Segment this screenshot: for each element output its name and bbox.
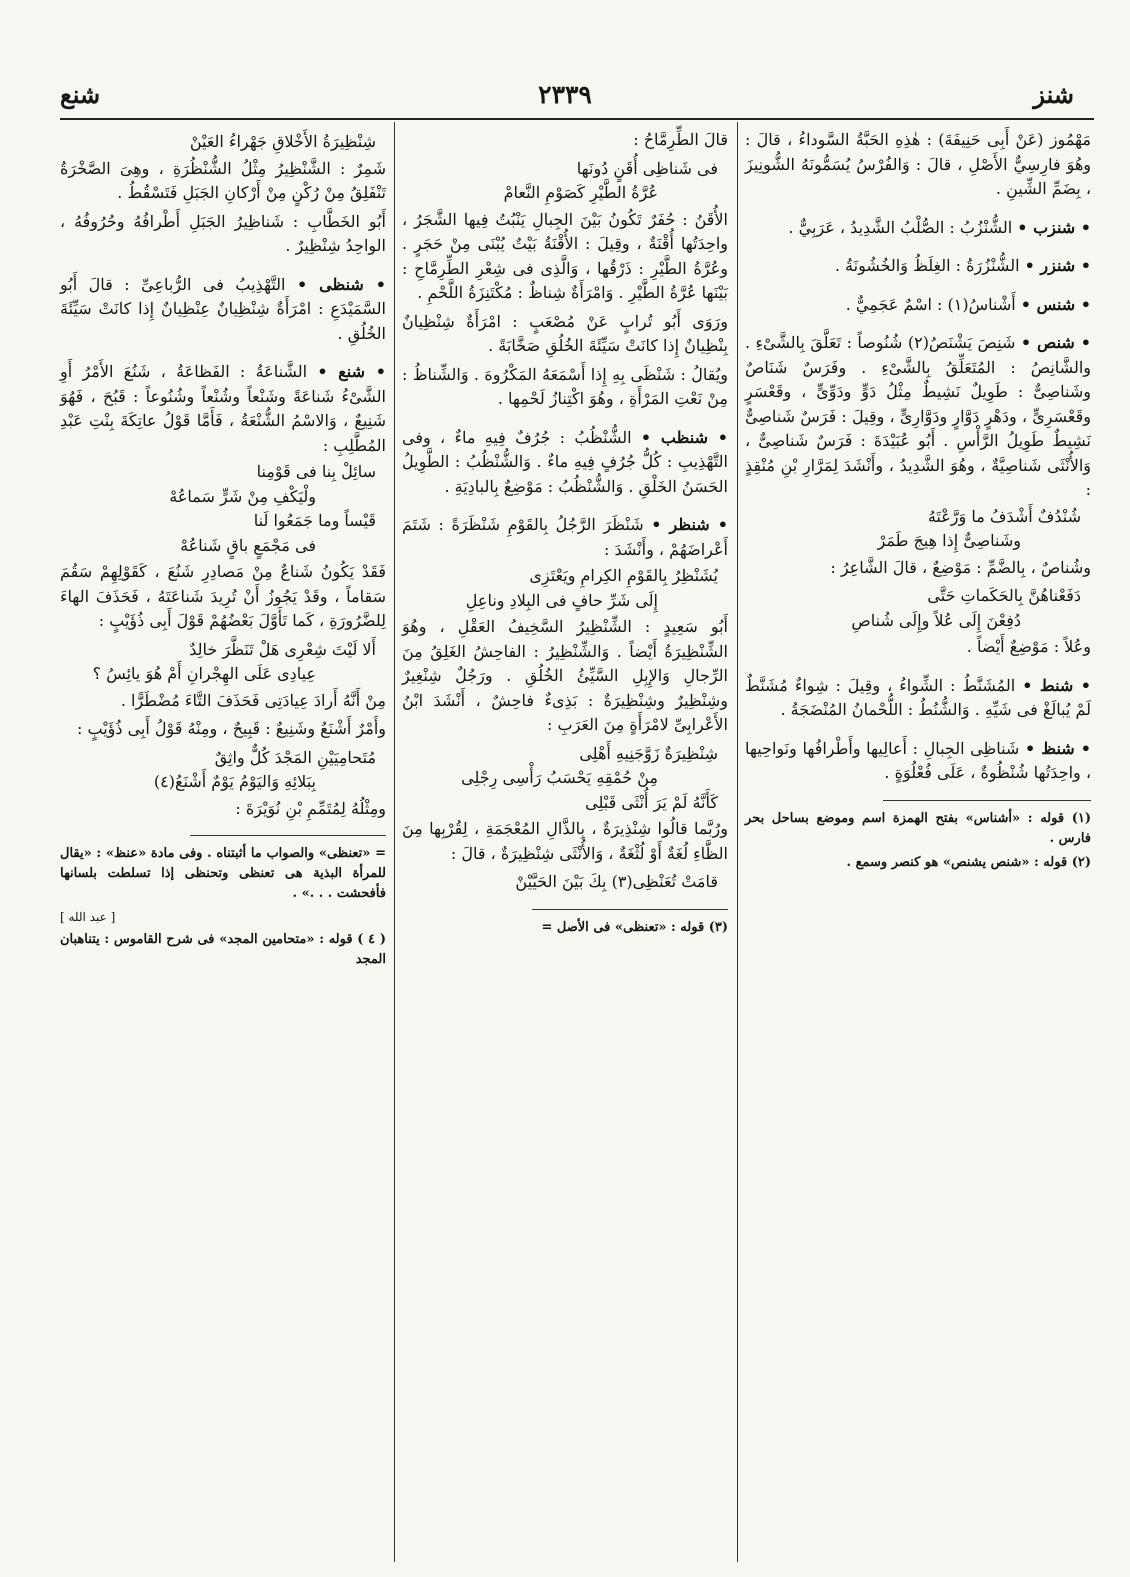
paragraph: مَهْمُوز (عَنْ أَبِى حَنِيفَةَ) : هٰذِهِ الحَبَّةُ السَّوداءُ ، قالَ : وهُوَ فارِسِيٌّ الأَصْلِ ، قالَ : وَالفُرْسُ يُسَمُّونَهُ الشُّونِيزَ ، بِضَمِّ الشِّينِ .: [745, 130, 1091, 198]
footnote-separator: [532, 909, 728, 910]
paragraph: ومِثْلُهُ لِمُتَمِّمِ بْنِ نُوَيْرَةَ :: [235, 798, 386, 818]
entry-text: شَنِصَ يَشْنَصُ(٢) شُنُوصاً : تَعَلَّقَ بِالشَّىْءِ . والشَّانِصُ : المُتَعَلِّقُ بِالشَّىْءِ . وفَرَسٌ شَنَاصٌ وشَناصِىٌّ : طَوِيلٌ نَشِيطٌ مِثْلُ دَوٍّ ودَوِّىٍّ ، وقَعْسَرٍ وقَعْسَرِىٍّ ، ودَهْرٍ دَوَّارٍ ودَوَّارِىٍّ ، وقِيلَ : فَرَسٌ شَناصِىٌّ نَشِيطٌ طَوِيلُ الرَّأْسِ . أَبُو عُبَيْدَةَ : فَرَسٌ شَناصِىٌّ ، وَالأُنْثَى شَناصِيَّةٌ ، وهُوَ الشَّدِيدُ ، وأَنْشَدَ لِمَرَّارِ بْنِ مُنْقِذٍ :: [745, 333, 1091, 499]
verse-hemistich: ولْيَكْفِ مِنْ شَرٍّ سَماعُهْ: [169, 486, 316, 506]
paragraph: وشُناصٌ ، بِالضَّمِّ : مَوْضِعٌ ، قالَ الشَّاعِرُ :: [830, 557, 1091, 577]
verse: [402, 742, 728, 816]
verse-hemistich: سائِلْ بِنا فى قَوْمِنا: [256, 462, 376, 481]
entry-text: شَنْظَرَ الرَّجُلُ بِالقَوْمِ شَنْظَرَةً : شَتَمَ أَعْراضَهُمْ ، وأَنْشَدَ :: [402, 515, 728, 559]
entry-text: التَّهْذِيبُ فى الرُّباعِىِّ : قالَ أَبُو السَّمَيْدَعِ : امْرَأَةٌ شِنْظِيانٌ عِنْظِيانٌ إِذا كانَتْ سَيِّئَةَ الخُلُقِ .: [60, 274, 386, 343]
paragraph: ويُقالُ : شَنْظَى بِهِ إِذا أَسْمَعَهُ المَكْرُوهَ . وَالشِّناظُ : مِنْ نَعْتِ المَرْأَةِ ، وهُوَ اكْتِنازُ لَحْمِها .: [402, 364, 728, 408]
verse-hemistich: دُفِعْنَ إِلَى عُلاً وإِلَى شُناصِ: [851, 610, 1021, 630]
paragraph: مِنْ أَنَّهُ أَرادَ عِيادَتِى فَحَذَفَ التَّاءَ مُضْطَرًّا .: [120, 690, 386, 710]
paragraph: أَبُو الخَطَّابِ : شَناظِيرُ الجَبَلِ أَطْرافُهُ وحُرُوفُهُ ، الواحِدُ شِنْظِيرٌ .: [60, 211, 386, 255]
verse-hemistich: مُتَحامِيَيْنِ المَجْدَ كُلٌّ واثِقٌ: [214, 747, 376, 767]
entry-shanas: [745, 293, 1091, 318]
verse-hemistich: شِنْظِيرَةٌ زَوَّجَنِيهِ أَهْلِى: [579, 743, 718, 763]
page-number: ٢٣٣٩: [538, 80, 592, 109]
entry-head: • شنظر •: [651, 515, 728, 534]
column-right: [745, 128, 1091, 877]
paragraph: ورَوَى أَبُو تُرابٍ عَنْ مُصْعَبٍ : امْرَأَةٌ شِنْظِيانٌ بِنْظِيانٌ إِذا كانَتْ سَيِّئَةَ الخُلُقِ صَخَّابَةً .: [402, 311, 728, 355]
verse: [60, 746, 386, 795]
header-right-keyword: شنز: [1033, 80, 1074, 109]
verse-hemistich: عُرَّةُ الطَّيْرِ كَصَوْمِ النَّعامْ: [503, 183, 658, 202]
verse-hemistich: شُنْدُفٌ أَشْدَفُ ما وَرَّعْتَهُ: [927, 506, 1081, 526]
entry-head: • شنع •: [317, 362, 387, 381]
verse: [745, 584, 1091, 633]
entry-head: • شنظ •: [1024, 738, 1092, 758]
entry-shanzab: [745, 216, 1091, 241]
verse: [745, 505, 1091, 554]
verse: [402, 870, 728, 895]
verse: [402, 564, 728, 613]
column-middle: [402, 128, 728, 942]
entry-text: الشُّنْظُبُ : جُرُفٌ فِيهِ ماءٌ ، وفى التَّهْذِيبِ : كُلُّ جُرُفٍ فِيهِ ماءٌ . وَالشُّنْظُبُ : الطَّوِيلُ الحَسَنُ الخَلْقِ . وَالشُّنْظُبُ : مَوْضِعٌ بِالبادِيَةِ .: [402, 427, 728, 496]
entry-shana: [60, 360, 386, 821]
entry-text: أَشْناسُ(١) : اسْمٌ عَجَمِيٌّ .: [845, 294, 1016, 314]
verse: [60, 460, 386, 558]
paragraph: شَمِرٌ : الشَّنْظِيرُ مِثْلُ الشُّنْظُرَةِ ، وهِىَ الصَّخْرَةُ تَنْفَلِقُ مِنْ رُكْنٍ مِنْ أَرْكانِ الجَبَلِ فَتَسْقُطُ .: [60, 158, 386, 202]
paragraph: فَقَدْ يَكُونُ شَناعٌ مِنْ مَصادِرِ شَنُعَ ، كَقَوْلِهِمْ سَقُمَ سَقاماً ، وقَدْ يَجُوزُ أَنْ تُرِيدَ شَناعَتَهُ ، فَحَذَفَ الهاءَ لِلضَّرُورَةِ ، كَما تَأَوَّلَ بَعْضُهُمْ قَوْلَ أَبِى ذُؤَيْبٍ :: [60, 562, 386, 630]
entry-text: الشُّنْزُرَةُ : الغِلَظُ وَالخُشُونَةُ .: [834, 256, 1020, 275]
entry-shanaz: [745, 737, 1091, 786]
verse-hemistich: بِبَلائِهِ وَاليَوْمُ يَوْمٌ أَشْنَعُ(٤): [153, 772, 316, 791]
entry-shanzar: [745, 254, 1091, 279]
footnote: (٣) قوله : «تعنظى» فى الأصل =: [541, 919, 728, 935]
verse: [60, 638, 386, 687]
column-divider-left: [394, 122, 395, 1562]
entry-head: • شنزب •: [1017, 217, 1091, 237]
column-left: [60, 128, 386, 974]
footnote-separator: [883, 800, 1091, 801]
header-rule: [60, 118, 1094, 120]
editor-signature: [ عبد الله ]: [60, 910, 116, 924]
paragraph: الأُقَنُ : حُفَرٌ تَكُونُ بَيْنَ الجِبالِ يَنْبُتُ فِيها الشَّجَرُ ، واحِدَتُها أُقْنَةٌ ، وقِيلَ : الأُقْنَةُ بَيْتٌ يُبْنَى مِنْ حَجَرٍ . وعُرَّةُ الطَّيْرِ : ذَرْقُها ، وَالَّذِى فى شِعْرِ الطِّرِمَّاحِ : بَيْنَها عُرَّةُ الطَّيْرِ . وَامْرَأَةٌ شِناظٌ : مُكْتَنِزَةُ اللَّحْمِ .: [402, 209, 728, 302]
paragraph: أَبُو سَعِيدٍ : الشِّنْظِيرُ السَّخِيفُ العَقْلِ ، وهُوَ الشِّنْظِيرَةُ أَيْضاً . وَالشِّنْظِيرُ : الفاحِشُ الغَلِقُ مِنَ الرِّجالِ وَالإِبِلِ السَّيِّئُ الخُلُقِ . ورَجُلٌ شِنْغِيرٌ وشِنْظِيرٌ وشِنْظِيرَةٌ : بَذِىءٌ فاحِشٌ ، أَنْشَدَ ابْنُ الأَعْرابِىِّ لامْرَأَةٍ مِنَ العَرَبِ :: [402, 617, 728, 734]
paragraph: ورُبَّما قالُوا شِنْذِيرَةٌ ، بِالذَّالِ المُعْجَمَةِ ، لِقُرْبِها مِنَ الظَّاءِ لُغَةٌ أَوْ لُثْغَةٌ ، وَالأُنْثَى شِنْظِيرَةٌ ، قالَ :: [402, 819, 728, 863]
entry-text: الشَّناعَةُ : الفَظاعَةُ ، شَنُعَ الأَمْرُ أَوِ الشَّىْءُ شَناعَةً وشَنْعاً وشُنْعاً وشُنُوعاً : قَبُحَ ، فَهُوَ شَنِيعٌ ، وَالاسْمُ الشُّنْعَةُ ، فَأَمَّا قَوْلُ عاتِكَةَ بِنْتِ عَبْدِ المُطَّلِبِ :: [60, 362, 386, 455]
entry-shanzab-2: [402, 426, 728, 500]
footnote-separator: [190, 835, 386, 836]
verse-hemistich: قَيْساً وما جَمَعُوا لَنا: [253, 511, 376, 530]
verse-hemistich: دَفَعْناهُنَّ بِالحَكَماتِ حَتَّى: [927, 586, 1081, 605]
paragraph: قالَ الطِّرِمَّاحُ :: [633, 130, 728, 149]
entry-head: • شنزر •: [1024, 256, 1091, 275]
footnote: (١) قوله : «أشناس» بفتح الهمزة اسم وموضع بساحل بحر فارس .: [745, 810, 1091, 846]
entry-head: • شنس •: [1020, 294, 1091, 314]
header-left-keyword: شنع: [60, 80, 101, 109]
entry-head: • شنظى •: [296, 274, 386, 294]
verse-hemistich: مِنْ حُمْقِهِ يَحْسَبُ رَأْسِى رِجْلِى: [461, 768, 658, 787]
verse-hemistich: أَلا لَيْتَ شِعْرِى هَلْ تَنَظَّرَ خالِدٌ: [189, 639, 376, 659]
entry-head: • شنظب •: [640, 427, 728, 447]
verse-hemistich: فى شَناظِى أُقَنٍ دُونَها: [576, 158, 718, 178]
verse-hemistich: إِلَى شَرِّ حافٍ فى البِلادِ وناعِلِ: [465, 590, 658, 610]
entry-continuation: [745, 128, 1091, 202]
verse-hemistich: يُشَنْظِرُ بِالقَوْمِ الكِرامِ ويَعْتَزِى: [529, 566, 718, 585]
column-divider-right: [737, 122, 738, 1562]
entry-text: شَناظِى الجِبالِ : أَعالِيها وأَطْرافُها ونَواحِيها ، واحِدَتُها شُنْظُوةٌ ، عَلَى فُعْلُوَةٍ .: [745, 738, 1091, 782]
footnote: = «تعنظى» والصواب ما أثبتناه . وفى مادة «عنظ» : «يقال للمرأة البذية هى تعنظى وتحنظى إذا تسلطت بلسانها فأفحشت . . .» .: [60, 846, 386, 901]
entry-shanzala: [60, 273, 386, 347]
verse-hemistich: كَأَنَّهُ لَمْ يَرَ أُنْثَى قَبْلِى: [585, 792, 718, 812]
entry-head: • شنط •: [1022, 675, 1091, 695]
paragraph: وأَمْرٌ أَشْنَعُ وشَنِيعٌ : قَبِيحٌ ، ومِنْهُ قَوْلُ أَبِى ذُؤَيْبٍ :: [77, 719, 386, 738]
verse-hemistich: قامَتْ تُعَنْظِى(٣) بِكَ بَيْنَ الحَيَّيْنْ: [515, 872, 718, 891]
verse-hemistich: وشَناصِىٌّ إِذا هِيجَ طَمَرْ: [877, 531, 1021, 550]
verse-hemistich: عِيادِى عَلَى الهِجْرانِ أَمْ هُوَ يائِسُ ؟: [92, 664, 316, 683]
verse-hemistich: فى مَجْمَعٍ باقٍ شَناعُهْ: [180, 535, 316, 555]
footnote: ( ٤ ) قوله : «متحامين المجد» فى شرح القاموس : يتناهبان المجد: [60, 932, 386, 967]
entry-shanat: [745, 674, 1091, 723]
verse-hemistich: شِنْظِيرَةُ الأَخْلاقِ جَهْراءُ العَيْنْ: [189, 132, 376, 151]
entry-shanas2: [745, 331, 1091, 660]
entry-head: • شنص •: [1020, 333, 1091, 352]
verse: [402, 157, 728, 206]
verse: [60, 130, 386, 155]
paragraph: وعُلاً : مَوْضِعٌ أَيْضاً .: [966, 637, 1091, 656]
entry-shanzar-2: [402, 513, 728, 895]
entry-text: المُشَنَّطُ : الشِّواءُ ، وقِيلَ : شِواءٌ مُشَنَّطٌ لَمْ يُبالَغْ فى شَيِّهِ . وَالشُّنُطُ : اللُّحْمانُ المُنْضَجَةُ .: [745, 675, 1091, 719]
footnote: (٢) قوله : «شنص يشنص» هو كنصر وسمع .: [846, 854, 1091, 870]
entry-text: الشُّنْزُبُ : الصُّلْبُ الشَّدِيدُ ، عَرَبِيٌّ .: [788, 217, 1013, 237]
